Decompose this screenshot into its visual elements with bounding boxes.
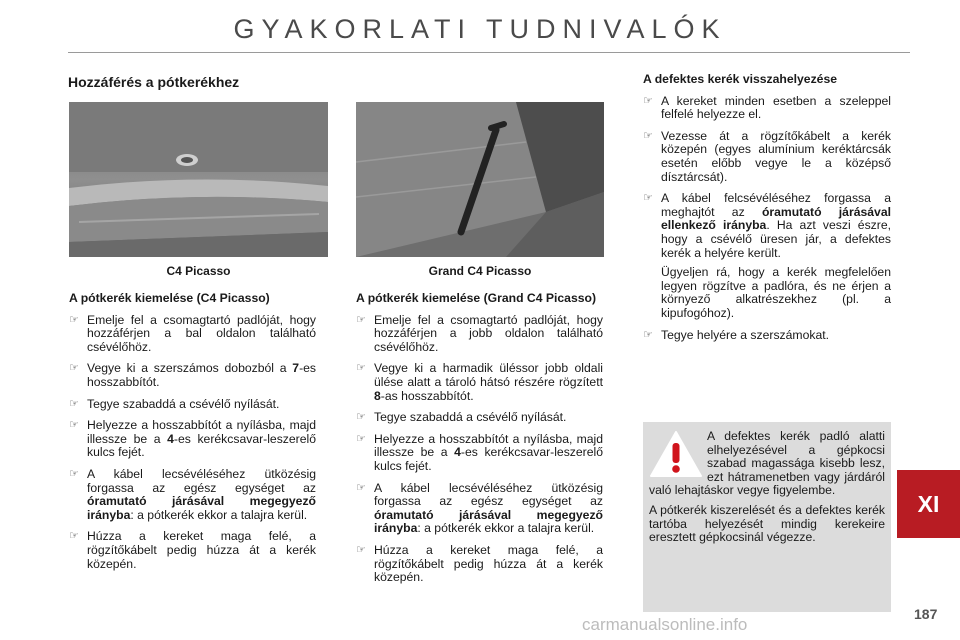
instruction-fragment: Vezesse át a rögzítőkábelt a kerék közepén (egyes alumínium keréktárcsák esetén előbb vegye le a középső dísztárcsát). (661, 128, 891, 184)
instruction-fragment: Tegye helyére a szerszámokat. (661, 327, 829, 342)
pointing-hand-icon: ☞ (69, 419, 79, 432)
instruction-list (69, 314, 316, 572)
instruction-text (661, 130, 891, 184)
instruction-item (69, 419, 316, 460)
warning-paragraph: A pótkerék kiszerelését és a defektes kerék tartóba helyezését mindig kerekeire eresztett gépkocsinál végezze. (649, 502, 885, 545)
pointing-hand-icon: ☞ (356, 432, 366, 445)
instruction-item (69, 468, 316, 522)
instruction-fragment: Vegye ki a szerszámos dobozból a (87, 361, 293, 376)
instruction-emphasis: 4 (167, 431, 174, 446)
watermark: carmanualsonline.info (582, 615, 748, 634)
instruction-fragment: A kereket minden esetben a szeleppel felfelé helyezze el. (661, 93, 891, 122)
instruction-text (374, 544, 603, 585)
photo-grand-c4-picasso (356, 102, 604, 257)
warning-box (643, 422, 891, 612)
column-heading: A defektes kerék visszahelyezése (643, 72, 837, 86)
instruction-item (356, 314, 603, 355)
instruction-text (87, 530, 316, 571)
trunk-floor-image (69, 102, 328, 257)
trunk-floor-image (356, 102, 604, 257)
instruction-text (374, 433, 603, 474)
instruction-fragment: A kábel felcsévéléséhez forgassa a meghajtót az (661, 191, 891, 219)
section-title: Hozzáférés a pótkerékhez (68, 74, 240, 90)
instruction-item (69, 362, 316, 389)
instruction-fragment: Tegye szabaddá a csévélő nyílását. (374, 410, 567, 425)
pointing-hand-icon: ☞ (356, 362, 366, 375)
column-c4-picasso-instructions (69, 292, 316, 579)
instruction-text (661, 95, 891, 122)
instruction-emphasis: 7 (292, 361, 300, 376)
instruction-fragment: A kábel lecsévéléséhez ütközésig forgassa az egész egységet az (87, 466, 316, 495)
pointing-hand-icon: ☞ (356, 411, 366, 424)
instruction-fragment: Tegye szabaddá a csévélő nyílását. (87, 396, 280, 411)
pointing-hand-icon: ☞ (356, 313, 366, 326)
pointing-hand-icon: ☞ (69, 313, 79, 326)
column-reinstall-instructions (643, 73, 891, 350)
photo-caption-grand-c4-picasso: Grand C4 Picasso (428, 264, 532, 278)
instruction-item (69, 530, 316, 571)
instruction-item (69, 314, 316, 355)
instruction-item (356, 411, 603, 425)
instruction-list (643, 95, 891, 343)
pointing-hand-icon: ☞ (643, 94, 653, 107)
instruction-fragment: Vegye ki a harmadik üléssor jobb oldali ülése alatt a tároló hátsó részére rögzített (374, 361, 603, 389)
instruction-item (643, 329, 891, 343)
instruction-fragment: Helyezze a hosszabbítót a nyílásba, majd illessze be a (374, 431, 603, 460)
instruction-item (643, 192, 891, 320)
instruction-item (643, 130, 891, 184)
instruction-text (87, 398, 316, 412)
pointing-hand-icon: ☞ (69, 397, 79, 410)
instruction-item (356, 544, 603, 585)
page-header-title: GYAKORLATI TUDNIVALÓK (233, 14, 727, 44)
instruction-item (356, 433, 603, 474)
instruction-fragment: Helyezze a hosszabbítót a nyílásba, majd illessze be a (87, 418, 316, 446)
instruction-fragment: -as hosszabbítót. (380, 388, 474, 403)
instruction-fragment: Húzza a kereket maga felé, a rögzítőkábelt pedig húzza át a kerék közepén. (87, 529, 316, 571)
instruction-fragment: : a pótkerék ekkor a talajra kerül. (417, 521, 595, 536)
column-heading: A pótkerék kiemelése (Grand C4 Picasso) (356, 291, 597, 305)
instruction-fragment: -es hosszabbítót. (87, 361, 316, 389)
pointing-hand-icon: ☞ (356, 481, 366, 494)
instruction-emphasis: 4 (454, 445, 461, 460)
instruction-text (87, 362, 316, 389)
photo-caption-c4-picasso: C4 Picasso (166, 264, 231, 278)
header-divider (68, 52, 910, 53)
pointing-hand-icon: ☞ (643, 129, 653, 142)
instruction-emphasis: óramutató járásával megegyező irányba (87, 494, 316, 522)
instruction-list (356, 314, 603, 585)
instruction-text: Ügyeljen rá, hogy a kerék megfelelően legyen rögzítve a padlóra, és ne érjen a környező alkatrészekhez (pl. a kipufogóhoz). (661, 265, 891, 320)
column-grand-c4-picasso-instructions (356, 292, 603, 593)
instruction-text (87, 468, 316, 522)
instruction-text (661, 329, 891, 343)
instruction-item (356, 362, 603, 403)
instruction-text (374, 411, 603, 425)
instruction-emphasis: óramutató járásával megegyező irányba (374, 507, 603, 536)
instruction-item (69, 398, 316, 412)
exclamation-triangle-icon (649, 430, 703, 478)
pointing-hand-icon: ☞ (643, 328, 653, 341)
pointing-hand-icon: ☞ (69, 530, 79, 543)
pointing-hand-icon: ☞ (356, 543, 366, 556)
pointing-hand-icon: ☞ (643, 192, 653, 205)
instruction-fragment: -es kerékcsavar-leszerelő kulcs fejét. (374, 445, 603, 473)
instruction-fragment: Emelje fel a csomagtartó padlóját, hogy hozzáférjen a jobb oldalon található csévélőhöz. (374, 312, 603, 354)
instruction-item (356, 482, 603, 536)
instruction-emphasis: 8 (374, 388, 381, 403)
instruction-fragment: . Ha azt veszi észre, hogy a csévélő üresen jár, a defektes kerék a helyére került. (661, 218, 891, 260)
pointing-hand-icon: ☞ (69, 467, 79, 480)
instruction-text (374, 362, 603, 403)
instruction-text (374, 314, 603, 355)
instruction-item (643, 95, 891, 122)
page-number: 187 (914, 606, 938, 622)
pointing-hand-icon: ☞ (69, 362, 79, 375)
instruction-fragment: : a pótkerék ekkor a talajra kerül. (130, 507, 308, 522)
instruction-text (374, 482, 603, 536)
instruction-text (87, 314, 316, 355)
instruction-fragment: Húzza a kereket maga felé, a rögzítőkábelt pedig húzza át a kerék közepén. (374, 542, 603, 585)
instruction-fragment: Emelje fel a csomagtartó padlóját, hogy hozzáférjen a bal oldalon található csévélőhöz. (87, 312, 316, 354)
column-heading: A pótkerék kiemelése (C4 Picasso) (69, 291, 270, 305)
instruction-text (87, 419, 316, 460)
photo-c4-picasso (69, 102, 328, 257)
instruction-emphasis: óramutató járásával ellenkező irányba (661, 204, 891, 233)
chapter-tab: XI (897, 470, 960, 538)
instruction-fragment: -es kerékcsavar-leszerelő kulcs fejét. (87, 431, 316, 460)
warning-paragraph: A defektes kerék padló alatti elhelyezésével a gépkocsi szabad magassága kisebb lesz, ezt hátramenetben vagy járdáról való lehajtáskor vegye figyelembe. (649, 429, 885, 498)
instruction-fragment: A kábel lecsévéléséhez ütközésig forgassa az egész egységet az (374, 480, 603, 509)
instruction-text (661, 192, 891, 260)
